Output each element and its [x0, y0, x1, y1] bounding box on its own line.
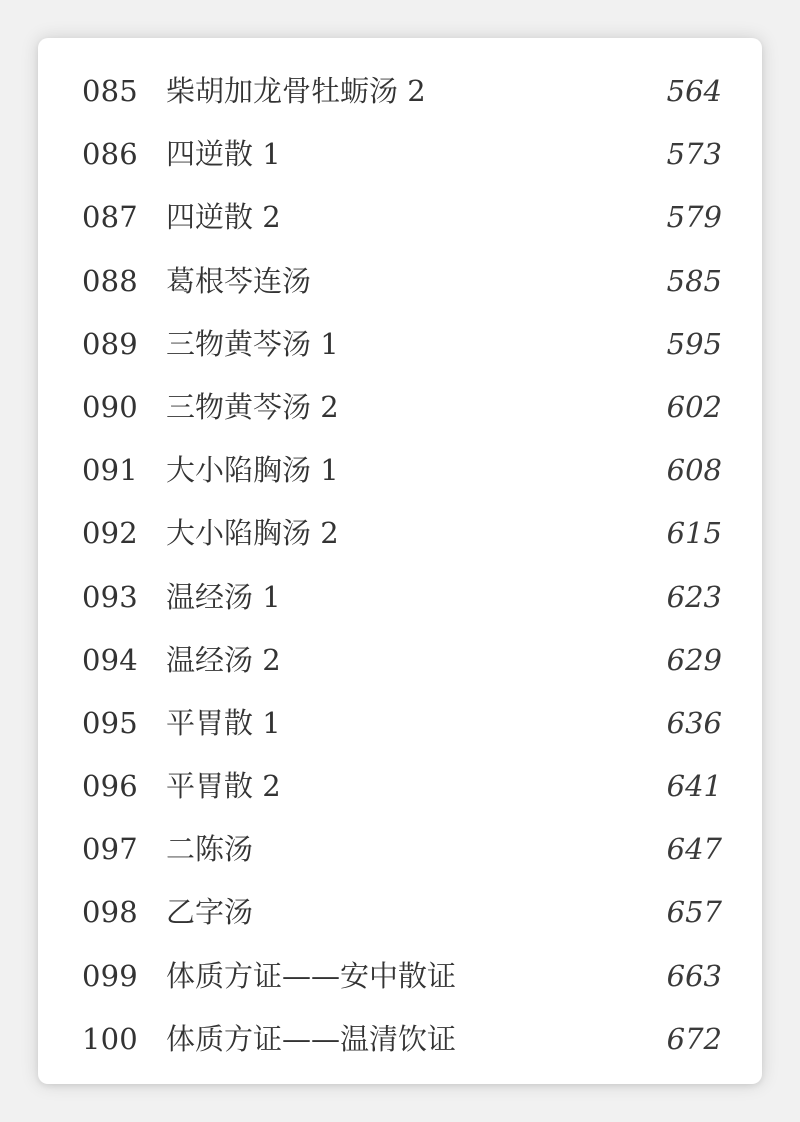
toc-entry-page: 615 [666, 516, 722, 551]
toc-entry[interactable] [38, 1021, 762, 1101]
toc-entry-page: 663 [666, 958, 722, 993]
toc-entry-page: 647 [666, 832, 722, 867]
toc-entry[interactable] [38, 705, 762, 785]
toc-entry-number: 086 [82, 137, 138, 172]
toc-entry[interactable] [38, 453, 762, 532]
toc-entry-number: 099 [82, 958, 138, 993]
toc-entry-number: 090 [82, 389, 138, 424]
toc-entry[interactable] [38, 642, 762, 722]
toc-entry-page: 641 [666, 769, 722, 804]
toc-entry-title: 温经汤 2 [166, 642, 281, 677]
toc-entry-title: 体质方证——温清饮证 [166, 1021, 457, 1056]
toc-entry-number: 085 [82, 74, 138, 108]
toc-entry-title: 体质方证——安中散证 [166, 958, 457, 993]
toc-entry-number: 094 [82, 642, 138, 677]
toc-entry[interactable] [38, 516, 762, 595]
toc-entry-title: 大小陷胸汤 2 [166, 516, 339, 551]
toc-entry[interactable] [38, 200, 762, 279]
toc-entry-title: 温经汤 1 [166, 579, 281, 614]
toc-entry-number: 091 [82, 453, 138, 488]
toc-entry-title: 三物黄芩汤 1 [166, 326, 339, 361]
toc-entry-page: 623 [666, 579, 722, 614]
toc-entry-number: 089 [82, 326, 138, 361]
toc-entry-number: 098 [82, 895, 138, 930]
toc-entry-number: 092 [82, 516, 138, 551]
toc-entry[interactable] [38, 137, 762, 216]
toc-entry-page: 657 [666, 895, 722, 930]
toc-entry-number: 100 [82, 1021, 138, 1056]
toc-entry-title: 三物黄芩汤 2 [166, 389, 339, 424]
toc-entry-page: 608 [666, 453, 722, 488]
toc-entry-number: 097 [82, 832, 138, 867]
toc-entry[interactable] [38, 579, 762, 659]
toc-entry-page: 629 [666, 642, 722, 677]
toc-entry-number: 096 [82, 769, 138, 804]
toc-entry-title: 平胃散 1 [166, 705, 281, 740]
toc-entry[interactable] [38, 389, 762, 469]
page-card [38, 38, 762, 1084]
toc-entry-page: 602 [666, 389, 722, 424]
toc-entry-page: 636 [666, 705, 722, 740]
toc-entry-page: 573 [666, 137, 722, 172]
toc-entry-number: 088 [82, 263, 138, 298]
toc-entry-number: 093 [82, 579, 138, 614]
toc-entry-page: 672 [666, 1021, 722, 1056]
toc-entry-page: 579 [666, 200, 722, 235]
toc-entry-title: 葛根芩连汤 [166, 263, 312, 298]
toc-entry-number: 095 [82, 705, 138, 740]
toc-entry-title: 四逆散 1 [166, 137, 281, 172]
toc-entry-title: 四逆散 2 [166, 200, 281, 235]
toc-entry-number: 087 [82, 200, 138, 235]
toc-entry-title: 平胃散 2 [166, 769, 281, 804]
toc-entry[interactable] [38, 263, 762, 343]
toc-entry[interactable] [38, 769, 762, 848]
toc-entry-title: 乙字汤 [166, 895, 254, 930]
table-of-contents [38, 74, 762, 1101]
toc-entry-title: 二陈汤 [166, 832, 254, 867]
toc-entry[interactable] [38, 832, 762, 911]
toc-entry-title: 柴胡加龙骨牡蛎汤 2 [166, 74, 426, 108]
toc-entry-page: 564 [666, 74, 722, 108]
toc-entry[interactable] [38, 326, 762, 406]
toc-entry-page: 595 [666, 326, 722, 361]
toc-entry-title: 大小陷胸汤 1 [166, 453, 339, 488]
toc-entry-page: 585 [666, 263, 722, 298]
toc-entry[interactable] [38, 74, 762, 153]
